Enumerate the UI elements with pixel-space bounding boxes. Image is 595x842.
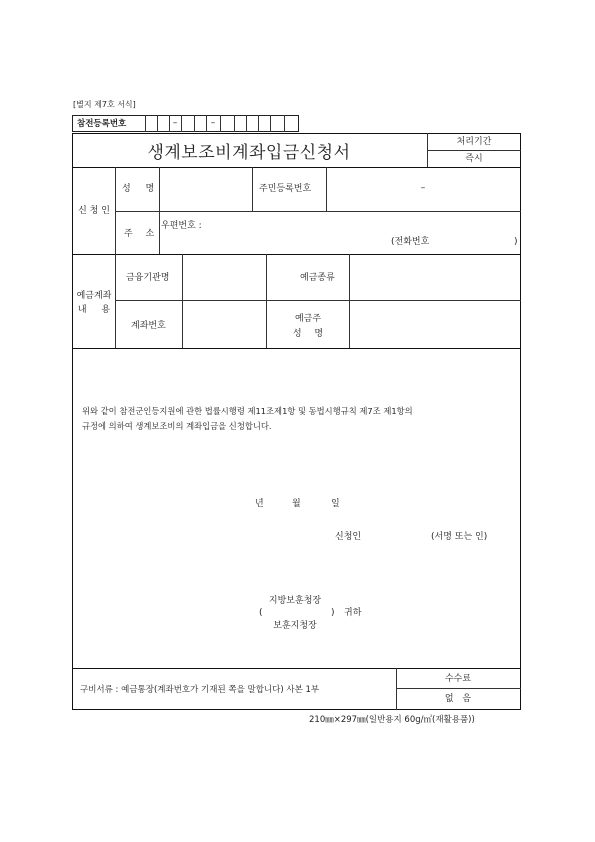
bank-name-label: 금융기관명 [126, 273, 170, 283]
name-label: 성 명 [122, 184, 155, 194]
processing-period-value: 즉시 [465, 154, 483, 164]
applicant-section-label: 신 청 인 [78, 206, 110, 216]
required-documents: 구비서류 : 예금통장(계좌번호가 기재된 쪽을 말합니다) 사본 1부 [80, 685, 320, 695]
account-holder-label: 예금주 [294, 314, 322, 324]
account-holder-label-2: 성 명 [292, 329, 324, 339]
account-number-input[interactable] [186, 305, 262, 343]
phone-close: ) [514, 237, 518, 247]
registration-dash-2: – [210, 118, 216, 128]
deposit-section-label: 예금계좌 [76, 291, 112, 301]
account-number-label: 계좌번호 [131, 321, 166, 331]
statement-line-2: 규정에 의하여 생계보조비의 계좌입금을 신청합니다. [82, 421, 272, 431]
address-input[interactable] [218, 216, 508, 232]
page-title: 생계보조비계좌입금신청서 [147, 143, 351, 163]
resident-id-input[interactable] [330, 172, 516, 206]
recipient-paren-close: ) [331, 608, 335, 618]
deposit-section-label-2: 내 용 [77, 305, 111, 315]
resident-id-dash: – [420, 183, 426, 193]
deposit-type-input[interactable] [353, 260, 517, 296]
applicant-name-input[interactable] [162, 172, 248, 206]
address-label: 주 소 [124, 229, 155, 239]
resident-id-label: 주민등록번호 [259, 184, 312, 194]
deposit-type-label: 예금종류 [300, 273, 335, 283]
form-reference: [별지 제7호 서식] [73, 100, 136, 109]
recipient-suffix: 귀하 [344, 608, 362, 618]
paper-spec-footer: 210㎜×297㎜(일반용지 60g/㎡(재활용품)) [309, 715, 475, 725]
registration-dash-1: – [172, 118, 178, 128]
date-month-label: 월 [292, 499, 301, 509]
signature-note: (서명 또는 인) [431, 532, 488, 542]
account-holder-input[interactable] [353, 305, 517, 343]
date-day-label: 일 [331, 499, 340, 509]
fee-value: 없 음 [444, 694, 472, 704]
applicant-signature-label: 신청인 [335, 532, 362, 542]
postal-code-label: 우편번호 : [161, 221, 202, 231]
registration-number-input[interactable] [146, 116, 283, 131]
bank-name-input[interactable] [186, 260, 262, 296]
date-year-label: 년 [255, 499, 264, 509]
recipient-line-1: 지방보훈청장 [268, 596, 322, 606]
processing-period-label: 처리기간 [456, 137, 492, 147]
phone-label: (전화번호 [391, 237, 430, 247]
fee-label: 수수료 [444, 674, 472, 684]
recipient-paren-open: ( [259, 608, 263, 618]
recipient-line-3: 보훈지청장 [273, 621, 317, 631]
statement-line-1: 위와 같이 참전군인등지원에 관한 법률시행령 제11조제1항 및 동법시행규칙 제7조 제1항의 [82, 406, 413, 416]
registration-number-label: 참전등록번호 [77, 119, 127, 129]
